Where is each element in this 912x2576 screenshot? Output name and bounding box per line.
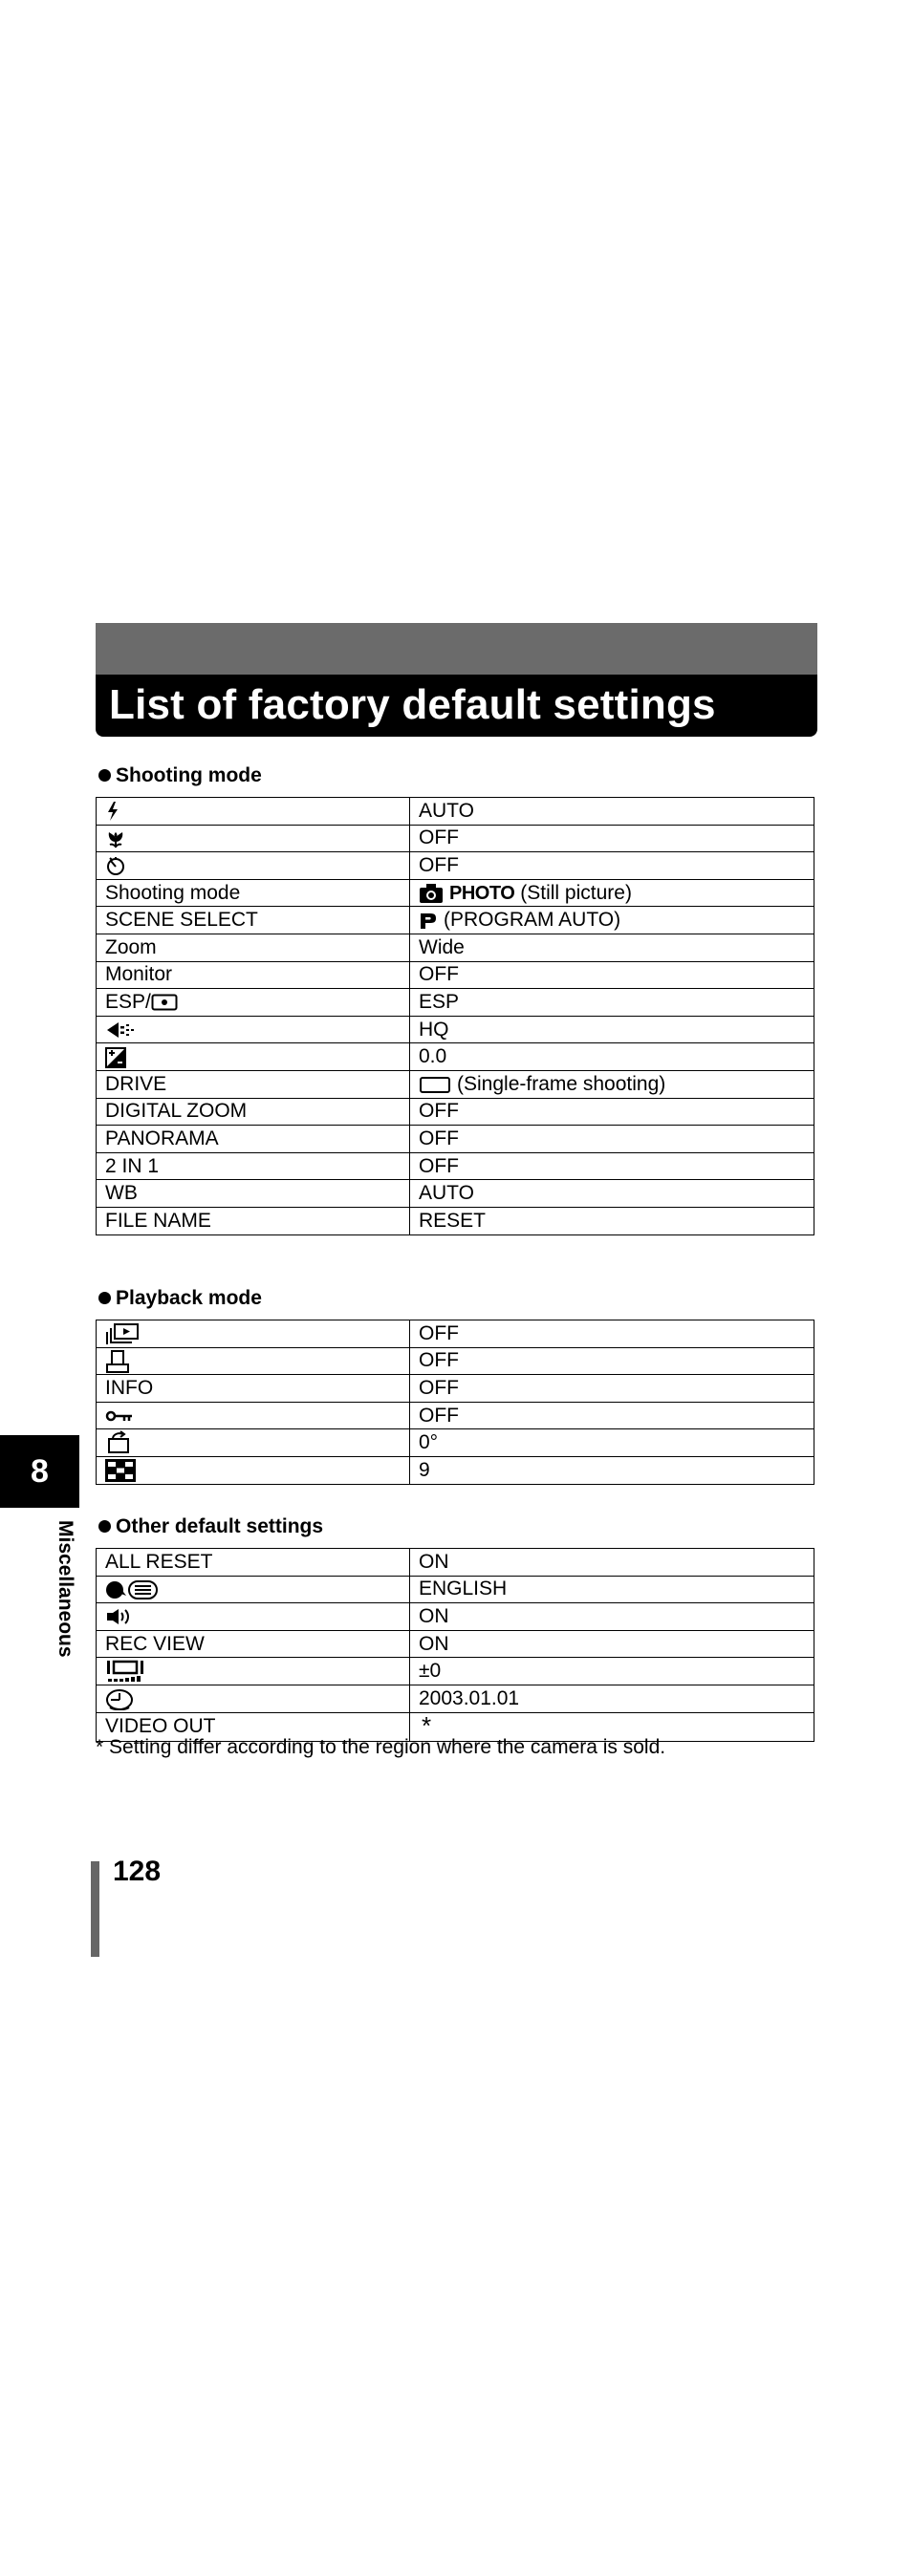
table-row: [97, 1152, 814, 1180]
table-row: [97, 1456, 814, 1484]
setting-cell: [97, 1347, 410, 1375]
table-row: [97, 934, 814, 961]
table-row: [97, 1576, 814, 1603]
value-cell: [410, 1347, 814, 1375]
protect-key-icon: [105, 1407, 134, 1425]
setting-cell: [97, 1685, 410, 1712]
setting-cell: [97, 1126, 410, 1153]
table-row: [97, 1180, 814, 1208]
setting-label: SCENE SELECT: [105, 909, 258, 932]
program-p-icon: [419, 912, 438, 931]
setting-value: AUTO: [419, 1182, 474, 1205]
value-cell: [410, 1098, 814, 1126]
setting-value: RESET: [419, 1209, 487, 1232]
setting-cell: [97, 1098, 410, 1126]
table-row: [97, 1658, 814, 1685]
self-timer-icon: [105, 855, 126, 876]
value-cell: [410, 1630, 814, 1658]
language-icon: [105, 1578, 159, 1601]
setting-value: AUTO: [419, 799, 474, 822]
section-heading-other: Other default settings: [98, 1513, 323, 1540]
value-cell: [410, 852, 814, 880]
table-row: [97, 1630, 814, 1658]
table-row: [97, 989, 814, 1017]
table-row: [97, 907, 814, 934]
value-cell: [410, 961, 814, 989]
setting-cell: [97, 961, 410, 989]
setting-label: 2 IN 1: [105, 1154, 160, 1177]
setting-cell: [97, 1630, 410, 1658]
bullet-icon: [98, 1292, 111, 1304]
setting-cell: [97, 798, 410, 826]
table-row: [97, 1207, 814, 1234]
spot-metering-icon: [151, 993, 178, 1012]
setting-cell: [97, 1016, 410, 1043]
slideshow-icon: [105, 1323, 140, 1344]
table-row: [97, 1429, 814, 1457]
table-row: [97, 1098, 814, 1126]
value-cell: [410, 1402, 814, 1429]
page-number: 128: [113, 1856, 162, 1887]
setting-value: ENGLISH: [419, 1578, 508, 1600]
single-frame-icon: [419, 1075, 451, 1094]
macro-icon: [105, 828, 126, 849]
setting-cell: [97, 1180, 410, 1208]
setting-label: DIGITAL ZOOM: [105, 1100, 248, 1123]
setting-value: OFF: [419, 1376, 459, 1399]
setting-label: FILE NAME: [105, 1209, 211, 1232]
shooting-mode-table: [96, 797, 814, 1235]
setting-cell: [97, 1603, 410, 1631]
setting-label: Shooting mode: [105, 881, 241, 904]
value-cell: [410, 1320, 814, 1348]
setting-value: OFF: [419, 1154, 459, 1177]
table-row: [97, 1375, 814, 1403]
sound-icon: [105, 1606, 134, 1627]
chapter-label: Miscellaneous: [54, 1520, 76, 1658]
value-cell: [410, 798, 814, 826]
value-cell: [410, 1043, 814, 1071]
setting-cell: [97, 1658, 410, 1685]
setting-label: PANORAMA: [105, 1127, 219, 1149]
setting-cell: [97, 1207, 410, 1234]
exposure-compensation-icon: [105, 1047, 126, 1068]
value-cell: [410, 1016, 814, 1043]
setting-cell: [97, 989, 410, 1017]
print-reserve-icon: [105, 1349, 130, 1374]
table-row: [97, 1402, 814, 1429]
setting-label: REC VIEW: [105, 1632, 205, 1655]
camera-photo-icon: [419, 883, 444, 904]
setting-value: OFF: [419, 826, 459, 849]
page-number-bar: [91, 1861, 99, 1957]
setting-value: ±0: [419, 1660, 442, 1683]
bullet-icon: [98, 1520, 111, 1533]
value-cell: [410, 1658, 814, 1685]
value-cell: [410, 934, 814, 961]
table-row: [97, 1347, 814, 1375]
value-cell: [410, 1685, 814, 1712]
table-row: [97, 1685, 814, 1712]
table-row: [97, 1320, 814, 1348]
setting-cell: [97, 1456, 410, 1484]
value-cell: [410, 907, 814, 934]
setting-value: 0°: [419, 1431, 439, 1454]
setting-value: ON: [419, 1604, 449, 1627]
flash-icon: [105, 801, 120, 822]
value-cell: [410, 989, 814, 1017]
clock-icon: [105, 1687, 134, 1710]
table-row: [97, 1043, 814, 1071]
setting-cell: [97, 1402, 410, 1429]
value-cell: [410, 1180, 814, 1208]
setting-value: (Single-frame shooting): [457, 1072, 666, 1095]
table-row: [97, 1016, 814, 1043]
value-cell: [410, 1070, 814, 1098]
setting-label: WB: [105, 1182, 138, 1205]
setting-value: OFF: [419, 963, 459, 986]
setting-value: OFF: [419, 1127, 459, 1149]
chapter-tab: 8: [0, 1435, 79, 1508]
setting-cell: [97, 825, 410, 852]
setting-value: (PROGRAM AUTO): [444, 909, 621, 932]
section-heading-shooting: Shooting mode: [98, 762, 262, 789]
setting-value: (Still picture): [520, 881, 632, 904]
table-row: [97, 879, 814, 907]
section-heading-playback: Playback mode: [98, 1285, 262, 1312]
setting-label: ESP/: [105, 990, 151, 1013]
value-cell: [410, 1456, 814, 1484]
value-cell: [410, 825, 814, 852]
table-row: [97, 798, 814, 826]
record-mode-icon: [105, 1020, 143, 1040]
bullet-icon: [98, 769, 111, 782]
index-display-icon: [105, 1459, 136, 1482]
setting-cell: [97, 1429, 410, 1457]
setting-value: OFF: [419, 853, 459, 876]
table-row: [97, 961, 814, 989]
setting-value: ON: [419, 1550, 449, 1573]
setting-cell: [97, 1152, 410, 1180]
table-row: [97, 1126, 814, 1153]
monitor-brightness-icon: [105, 1659, 145, 1684]
setting-value: OFF: [419, 1100, 459, 1123]
setting-value: *: [422, 1712, 432, 1740]
value-cell: [410, 1429, 814, 1457]
title-banner-top: [96, 623, 817, 676]
table-row: [97, 1603, 814, 1631]
table-row: [97, 825, 814, 852]
value-cell: [410, 1207, 814, 1234]
setting-label: Monitor: [105, 963, 173, 986]
value-cell: [410, 1603, 814, 1631]
setting-cell: [97, 852, 410, 880]
setting-cell: [97, 1549, 410, 1577]
setting-value: 9: [419, 1458, 430, 1481]
setting-value: Wide: [419, 935, 465, 958]
playback-mode-table: [96, 1320, 814, 1485]
setting-cell: [97, 1320, 410, 1348]
value-cell: [410, 1549, 814, 1577]
table-row: [97, 1070, 814, 1098]
footnote: * Setting differ according to the region where the camera is sold.: [96, 1736, 666, 1758]
setting-label: DRIVE: [105, 1072, 167, 1095]
rotate-icon: [105, 1430, 132, 1455]
other-settings-table: [96, 1548, 814, 1742]
setting-label: Zoom: [105, 935, 157, 958]
setting-value: OFF: [419, 1321, 459, 1344]
setting-label: INFO: [105, 1376, 154, 1399]
setting-value: ON: [419, 1632, 449, 1655]
setting-cell: [97, 879, 410, 907]
setting-cell: [97, 907, 410, 934]
setting-label: VIDEO OUT: [105, 1715, 216, 1738]
table-row: [97, 852, 814, 880]
setting-value: 0.0: [419, 1045, 447, 1068]
value-cell: [410, 1152, 814, 1180]
setting-cell: [97, 1576, 410, 1603]
setting-value: ESP: [419, 990, 460, 1013]
value-cell: [410, 1126, 814, 1153]
setting-cell: [97, 1043, 410, 1071]
value-cell: [410, 1375, 814, 1403]
value-cell: [410, 1576, 814, 1603]
setting-value: 2003.01.01: [419, 1686, 520, 1709]
page-title: List of factory default settings: [109, 681, 716, 728]
table-row: [97, 1549, 814, 1577]
title-banner: [96, 675, 817, 737]
setting-label: ALL RESET: [105, 1550, 213, 1573]
setting-value: HQ: [419, 1018, 449, 1041]
setting-cell: [97, 1375, 410, 1403]
setting-cell: [97, 934, 410, 961]
setting-value: OFF: [419, 1404, 459, 1427]
setting-cell: [97, 1070, 410, 1098]
setting-value: OFF: [419, 1349, 459, 1372]
value-cell: [410, 879, 814, 907]
value-prefix: PHOTO: [449, 882, 515, 904]
